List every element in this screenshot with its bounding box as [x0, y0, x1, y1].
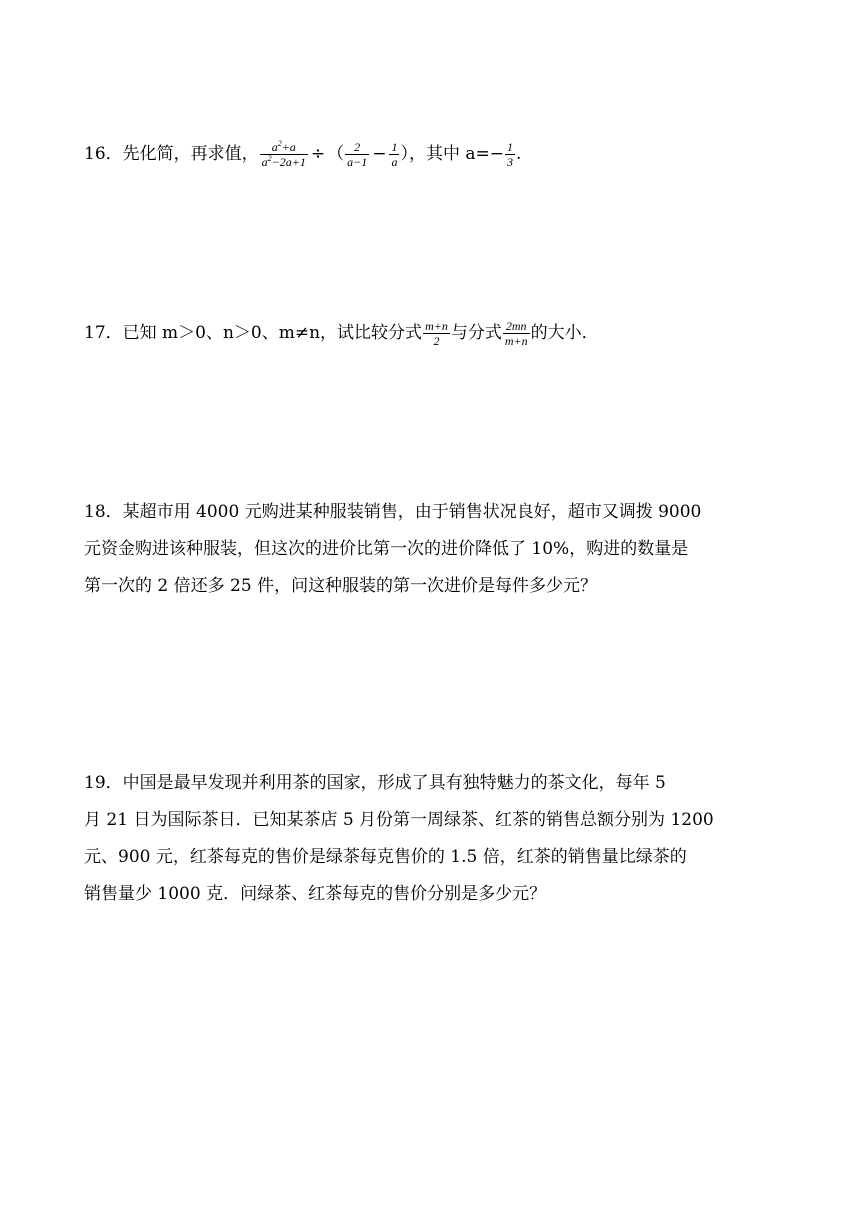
problem-17-line: [84, 315, 782, 352]
problem-16-text-b: ），其中 a=−: [400, 144, 504, 164]
fraction-1: [260, 140, 308, 169]
fraction-2-denominator: a−1: [347, 155, 368, 169]
problem-18: [84, 494, 782, 605]
f1-num-base: a: [271, 140, 278, 154]
fraction-1-numerator: [260, 140, 308, 155]
fraction-mn-product-denominator: m+n: [504, 334, 528, 348]
problem-18-line-2: 元资金购进该种服装，但这次的进价比第一次的进价降低了 10%，购进的数量是: [84, 539, 689, 559]
fraction-2-numerator: 2: [345, 140, 369, 155]
fraction-3: [389, 140, 399, 169]
problem-17-text-c: 的大小．: [530, 323, 599, 343]
divide-operator: ÷: [310, 144, 326, 164]
problem-16: [84, 136, 782, 173]
fraction-4-denominator: 3: [506, 155, 513, 169]
problem-19-line-4: 销售量少 1000 克．问绿茶、红茶每克的售价分别是多少元？: [84, 884, 547, 904]
problem-17: [84, 315, 782, 352]
problem-16-number: 16．: [84, 144, 123, 164]
problem-16-line: [84, 136, 782, 173]
problem-18-line-1: 18．某超市用 4000 元购进某种服装销售，由于销售状况良好，超市又调拨 9000: [84, 502, 702, 522]
fraction-3-denominator: a: [391, 155, 398, 169]
f1-num-exponent: 2: [277, 139, 282, 148]
fraction-mn-sum-denominator: 2: [433, 334, 440, 348]
f1-den-exponent: 2: [267, 154, 272, 163]
f1-den-base: a: [261, 155, 268, 169]
minus-operator: −: [372, 144, 387, 164]
f1-num-rest: +a: [281, 140, 296, 154]
fraction-mn-sum: [423, 319, 450, 348]
problem-16-text-c: .: [515, 144, 522, 164]
problem-19: [84, 765, 782, 913]
problem-18-line-3: 第一次的 2 倍还多 25 件，问这种服装的第一次进价是每件多少元？: [84, 576, 598, 596]
problem-17-text-b: 与分式: [450, 323, 502, 343]
fraction-4: [505, 140, 515, 169]
fraction-1-denominator: [260, 155, 308, 169]
problem-17-text-a: 已知 m＞0、n＞0、m≠n，试比较分式: [122, 323, 423, 343]
problem-16-text-a: 先化简，再求值，: [122, 144, 259, 164]
problem-19-line-2: 月 21 日为国际茶日．已知某茶店 5 月份第一周绿茶、红茶的销售总额分别为 1200: [84, 810, 714, 830]
problem-19-line-1: 19．中国是最早发现并利用茶的国家，形成了具有独特魅力的茶文化，每年 5: [84, 773, 666, 793]
fraction-mn-product-numerator: 2mn: [503, 319, 530, 334]
fraction-2: [345, 140, 369, 169]
fraction-mn-product: [503, 319, 530, 348]
fraction-3-numerator: 1: [391, 140, 398, 154]
problem-17-number: 17．: [84, 323, 123, 343]
fraction-4-numerator: 1: [506, 140, 513, 154]
open-paren: （: [327, 144, 345, 164]
fraction-mn-sum-numerator: m+n: [425, 319, 448, 333]
problem-19-line-3: 元、900 元，红茶每克的售价是绿茶每克售价的 1.5 倍，红茶的销售量比绿茶的: [84, 847, 687, 867]
f1-den-rest: −2a+1: [271, 155, 306, 169]
